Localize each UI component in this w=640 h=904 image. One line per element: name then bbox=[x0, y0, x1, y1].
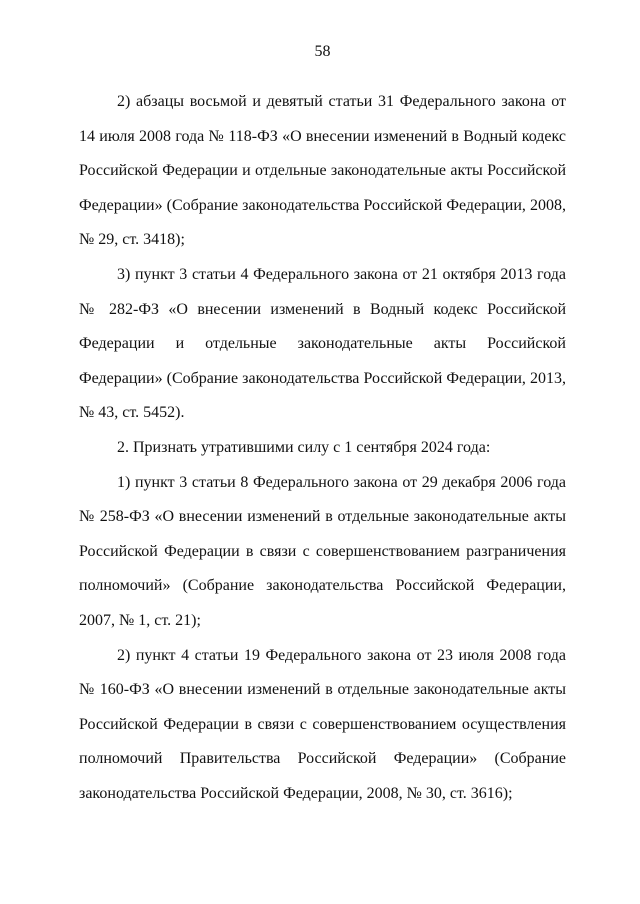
document-page bbox=[79, 40, 566, 811]
paragraph-item-3: 3) пункт 3 статьи 4 Федерального закона от 21 октября 2013 года № 282-ФЗ «О внесении изменений в Водный кодекс Российской Федерации и отдельные законодательные акты Российской Федерации» (Собрание законодательства Российской Федерации, 2013, № 43, ст. 5452). bbox=[79, 265, 566, 422]
paragraph-section-2: 2. Признать утратившими силу с 1 сентября 2024 года: bbox=[117, 438, 491, 456]
paragraph-item-2: 2) абзацы восьмой и девятый статьи 31 Федерального закона от 14 июля 2008 года № 118-ФЗ «О внесении изменений в Водный кодекс Российской Федерации и отдельные законодательные акты Российской Федерации» (Собрание законодательства Российской Федерации, 2008, № 29, ст. 3418); bbox=[79, 93, 566, 249]
page-number: 58 bbox=[314, 43, 331, 60]
paragraph-section-2-item-2: 2) пункт 4 статьи 19 Федерального закона от 23 июля 2008 года № 160-ФЗ «О внесении изменений в отдельные законодательные акты Российской Федерации в связи с совершенствованием осуществления полномочий Правительства Российской Федерации» (Собрание законодательства Российской Федерации, 2008, № 30, ст. 3616); bbox=[79, 646, 566, 802]
paragraph-section-2-item-1: 1) пункт 3 статьи 8 Федерального закона от 29 декабря 2006 года № 258-ФЗ «О внесении изменений в отдельные законодательные акты Российской Федерации в связи с совершенствованием разграничения полномочий» (Собрание законодательства Российской Федерации, 2007, № 1, ст. 21); bbox=[79, 473, 566, 629]
